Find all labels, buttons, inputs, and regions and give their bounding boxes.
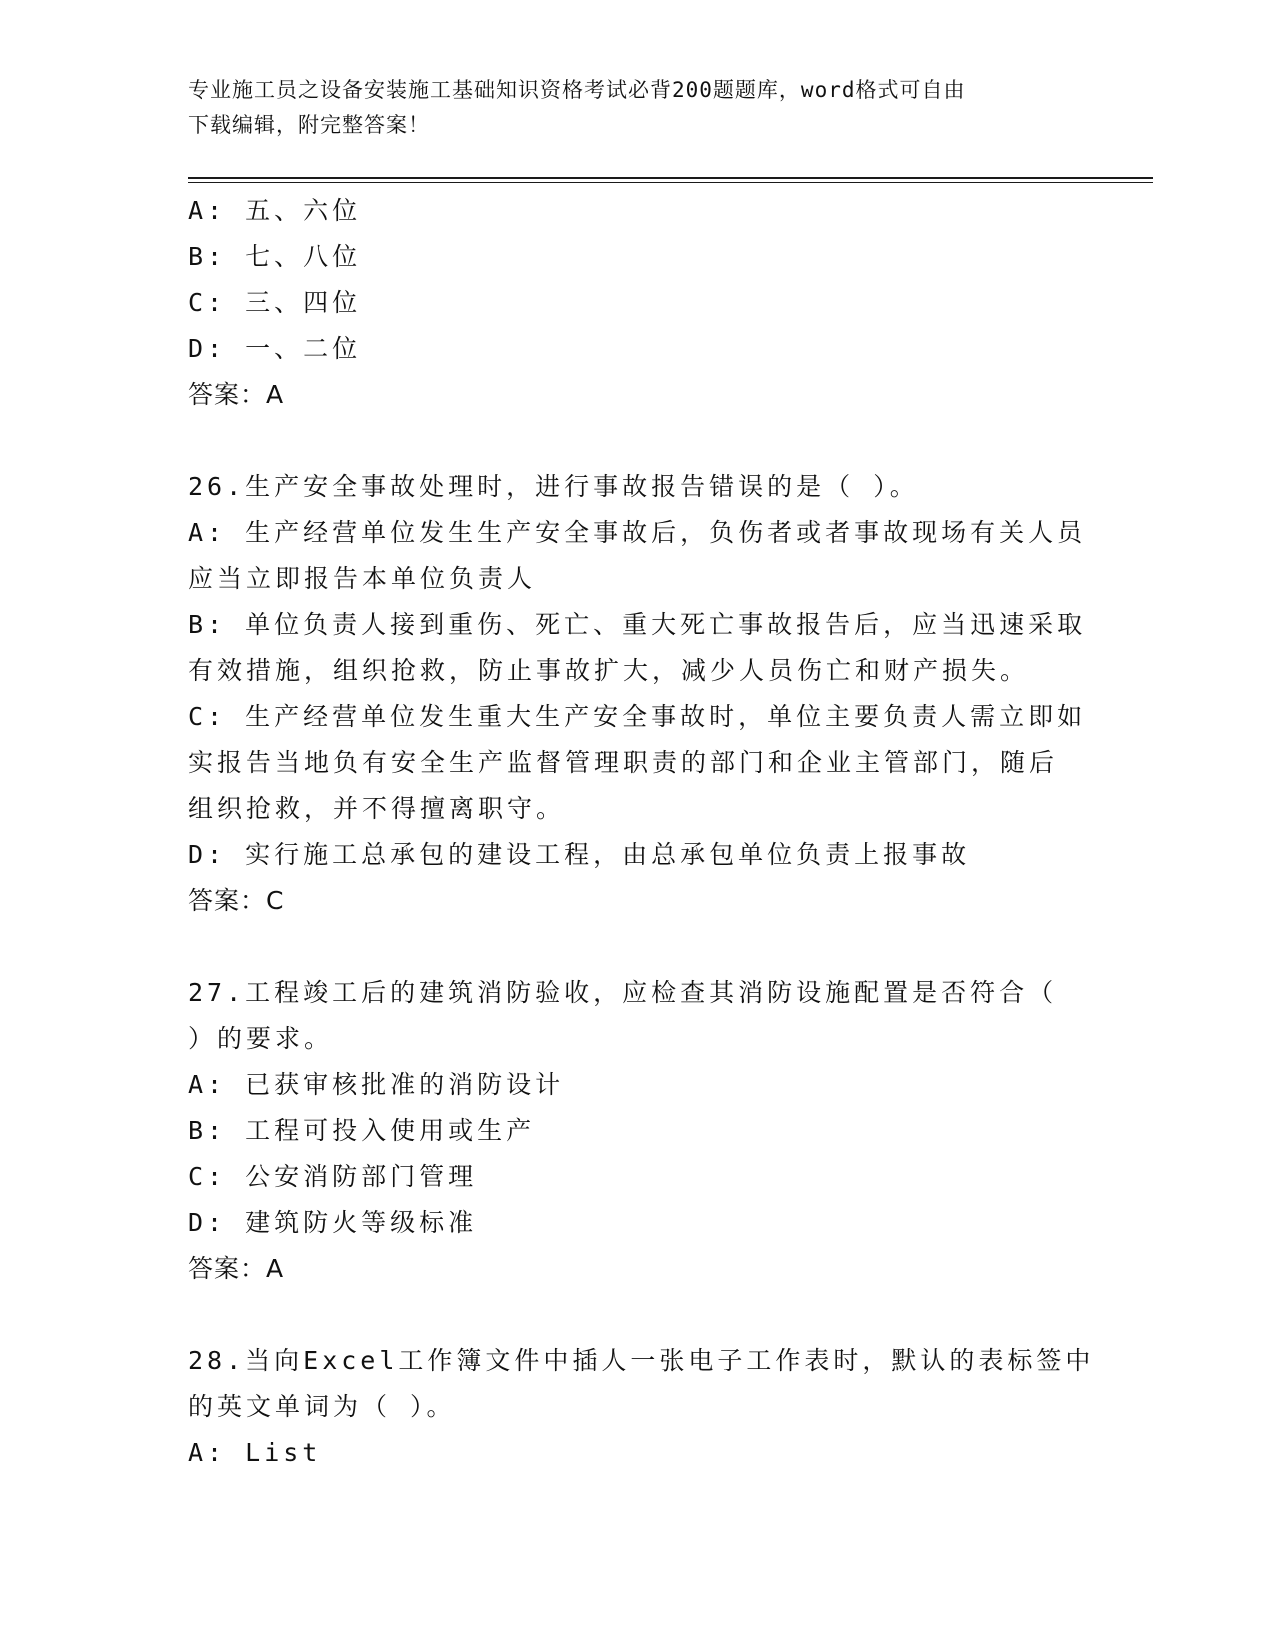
question-stem-continued: 的英文单词为（ ）。: [188, 1392, 456, 1421]
option-b: B: 工程可投入使用或生产: [188, 1116, 536, 1145]
option-d: D: 一、二位: [188, 334, 362, 363]
question-list: [188, 188, 1095, 1476]
option-d: D: 建筑防火等级标准: [188, 1208, 478, 1237]
option-c-continued: 组织抢救，并不得擅离职守。: [188, 794, 566, 823]
question-27: [188, 970, 1088, 1292]
option-a: A: 五、六位: [188, 196, 362, 225]
spacer: [188, 418, 1088, 464]
option-b: B: 单位负责人接到重伤、死亡、重大死亡事故报告后，应当迅速采取: [188, 610, 1087, 639]
question-28: [188, 1338, 1095, 1476]
header-title-line-1: 专业施工员之设备安装施工基础知识资格考试必背200题题库，word格式可自由: [188, 78, 966, 102]
option-a: A: List: [188, 1438, 322, 1467]
question-26: [188, 464, 1088, 924]
answer: 答案：A: [188, 1254, 285, 1283]
question-25: [188, 188, 1088, 418]
header-title-line-2: 下载编辑，附完整答案！: [188, 113, 430, 137]
spacer: [188, 1292, 1088, 1338]
option-c-continued: 实报告当地负有安全生产监督管理职责的部门和企业主管部门，随后: [188, 748, 1059, 777]
answer: 答案：C: [188, 886, 285, 915]
answer: 答案：A: [188, 380, 285, 409]
option-a-continued: 应当立即报告本单位负责人: [188, 564, 537, 593]
option-c: C: 三、四位: [188, 288, 362, 317]
header-rule-thin: [188, 182, 1153, 183]
question-stem: 26.生产安全事故处理时，进行事故报告错误的是（ ）。: [188, 472, 919, 501]
option-b: B: 七、八位: [188, 242, 362, 271]
option-a: A: 已获审核批准的消防设计: [188, 1070, 565, 1099]
option-c: C: 公安消防部门管理: [188, 1162, 478, 1191]
document-header: [188, 73, 1088, 143]
question-stem: 27.工程竣工后的建筑消防验收，应检查其消防设施配置是否符合（: [188, 978, 1058, 1007]
option-a: A: 生产经营单位发生生产安全事故后，负伤者或者事故现场有关人员: [188, 518, 1087, 547]
header-rule-thick: [188, 177, 1153, 179]
question-stem: 28.当向Excel工作簿文件中插人一张电子工作表时，默认的表标签中: [188, 1346, 1095, 1375]
option-b-continued: 有效措施，组织抢救，防止事故扩大，减少人员伤亡和财产损失。: [188, 656, 1030, 685]
question-stem-continued: ）的要求。: [188, 1024, 334, 1053]
spacer: [188, 924, 1088, 970]
option-d: D: 实行施工总承包的建设工程，由总承包单位负责上报事故: [188, 840, 971, 869]
option-c: C: 生产经营单位发生重大生产安全事故时，单位主要负责人需立即如: [188, 702, 1087, 731]
